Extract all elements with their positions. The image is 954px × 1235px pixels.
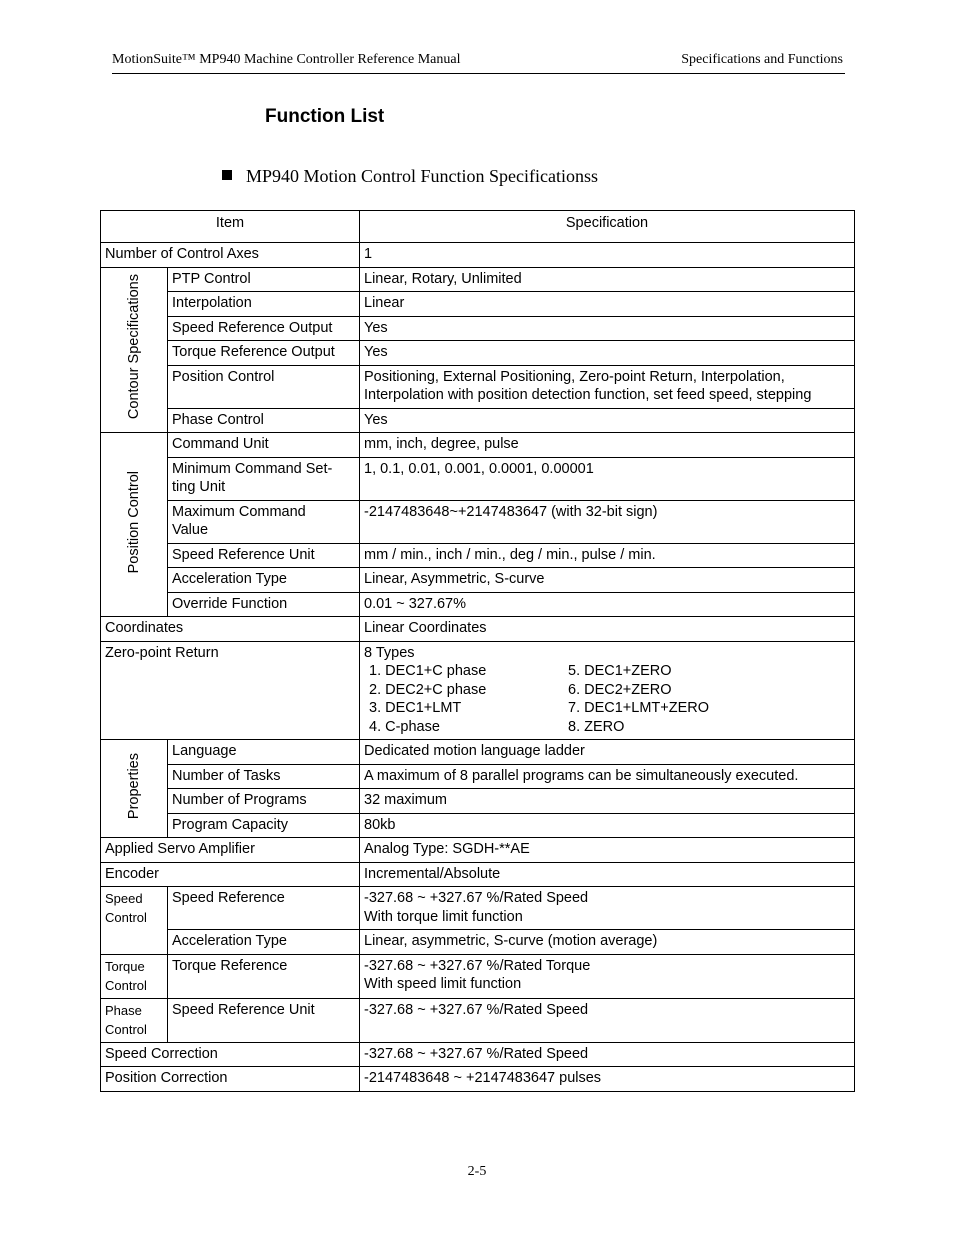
row-value: Yes [360, 316, 855, 341]
table-row [101, 365, 855, 408]
section-subtitle [222, 166, 598, 187]
table-row [101, 292, 855, 317]
group-label-speed-control [101, 887, 168, 955]
row-label: Zero-point Return [101, 641, 360, 740]
row-value: Yes [360, 341, 855, 366]
row-label: Speed Reference Unit [168, 543, 360, 568]
row-label: Torque Reference [168, 954, 360, 998]
table-header-row [101, 211, 855, 243]
group-label-text: Position Control [125, 470, 142, 573]
page-title: Function List [265, 106, 385, 127]
value-line: -327.68 ~ +327.67 %/Rated Torque [364, 957, 591, 974]
group-label-text: Contour Specifications [125, 274, 142, 420]
row-label: Acceleration Type [168, 930, 360, 955]
group-label-contour [101, 267, 168, 433]
group-label-torque-control [101, 954, 168, 998]
col-header-spec: Specification [360, 211, 855, 243]
row-value: Linear, Rotary, Unlimited [360, 267, 855, 292]
row-label: Encoder [101, 862, 360, 887]
row-value: mm, inch, degree, pulse [360, 433, 855, 458]
group-label-line: Speed [105, 891, 143, 906]
table-row [101, 592, 855, 617]
row-value: Linear, Asymmetric, S-curve [360, 568, 855, 593]
group-label-position [101, 433, 168, 617]
table-row [101, 617, 855, 642]
row-label: Speed Correction [101, 1042, 360, 1067]
row-value: Incremental/Absolute [360, 862, 855, 887]
zero-point-type: 8. ZERO [568, 718, 625, 735]
row-value [360, 365, 855, 408]
row-label [168, 457, 360, 500]
zero-point-heading: 8 Types [364, 644, 415, 661]
square-bullet-icon [222, 170, 232, 180]
row-label: Number of Tasks [168, 764, 360, 789]
subtitle-text: MP940 Motion Control Function Specificationss [246, 166, 599, 186]
row-value: 80kb [360, 813, 855, 838]
zero-point-type: 3. DEC1+LMT [369, 700, 462, 716]
group-label-text: Properties [125, 752, 142, 819]
table-row [101, 316, 855, 341]
row-value: -2147483648~+2147483647 (with 32-bit sign) [360, 500, 855, 543]
value-line: With speed limit function [364, 976, 522, 992]
zero-point-type: 2. DEC2+C phase [369, 681, 487, 698]
row-value: Dedicated motion language ladder [360, 740, 855, 765]
row-label: Number of Programs [168, 789, 360, 814]
table-row [101, 243, 855, 268]
group-label-line: Torque [105, 958, 145, 974]
row-label: Interpolation [168, 292, 360, 317]
row-value: 1 [360, 243, 855, 268]
table-row [101, 568, 855, 593]
col-header-item: Item [101, 211, 360, 243]
value-line: Interpolation with position detection function, set feed speed, stepping [364, 387, 812, 403]
label-line: ting Unit [172, 479, 226, 495]
table-row [101, 813, 855, 838]
group-label-line: Phase [105, 1002, 142, 1018]
row-value: 0.01 ~ 327.67% [360, 592, 855, 617]
group-label-line: Control [105, 910, 147, 925]
row-label: Speed Reference [168, 887, 360, 930]
row-value: Linear [360, 292, 855, 317]
table-row [101, 1042, 855, 1067]
page-number: 2-5 [467, 1164, 487, 1179]
table-row [101, 341, 855, 366]
row-value: Linear, asymmetric, S-curve (motion average) [360, 930, 855, 955]
zero-point-type: 5. DEC1+ZERO [568, 663, 672, 679]
row-label: Position Control [168, 365, 360, 408]
header-manual-title: MotionSuite™ MP940 Machine Controller Reference Manual [112, 52, 461, 67]
row-value [360, 954, 855, 998]
table-row [101, 789, 855, 814]
group-label-properties [101, 740, 168, 838]
table-row [101, 954, 855, 998]
row-label: Override Function [168, 592, 360, 617]
zero-point-type: 7. DEC1+LMT+ZERO [568, 700, 710, 716]
row-label: Torque Reference Output [168, 341, 360, 366]
row-label: Speed Reference Unit [168, 998, 360, 1042]
value-line: -327.68 ~ +327.67 %/Rated Speed [364, 890, 589, 906]
value-line: Positioning, External Positioning, Zero-point Return, Interpolation, [364, 368, 785, 385]
row-value: Linear Coordinates [360, 617, 855, 642]
group-label-line: Control [105, 977, 147, 993]
row-value: -327.68 ~ +327.67 %/Rated Speed [360, 998, 855, 1042]
table-row [101, 838, 855, 863]
row-value [360, 641, 855, 740]
table-row [101, 408, 855, 433]
header-section-title: Specifications and Functions [681, 52, 843, 67]
row-label: Acceleration Type [168, 568, 360, 593]
table-row [101, 998, 855, 1042]
row-value: 1, 0.1, 0.01, 0.001, 0.0001, 0.00001 [360, 457, 855, 500]
table-row [101, 740, 855, 765]
table-row [101, 433, 855, 458]
table-row [101, 764, 855, 789]
label-line: Value [172, 522, 209, 538]
table-row [101, 457, 855, 500]
row-value: Yes [360, 408, 855, 433]
row-label: Speed Reference Output [168, 316, 360, 341]
page-header [112, 52, 845, 74]
label-line: Maximum Command [172, 503, 306, 520]
label-line: Minimum Command Set- [172, 460, 333, 477]
table-row [101, 1067, 855, 1092]
row-label: Applied Servo Amplifier [101, 838, 360, 863]
row-value: Analog Type: SGDH-**AE [360, 838, 855, 863]
table-row [101, 641, 855, 740]
table-row [101, 267, 855, 292]
zero-point-types [364, 662, 850, 736]
table-row [101, 887, 855, 930]
row-value: -327.68 ~ +327.67 %/Rated Speed [360, 1042, 855, 1067]
row-label: Language [168, 740, 360, 765]
row-label: Command Unit [168, 433, 360, 458]
group-label-line: Control [105, 1021, 147, 1037]
row-label [168, 500, 360, 543]
zero-point-type: 6. DEC2+ZERO [568, 681, 672, 698]
row-label: Phase Control [168, 408, 360, 433]
table-row [101, 543, 855, 568]
table-row [101, 930, 855, 955]
row-label: Program Capacity [168, 813, 360, 838]
row-label: Coordinates [101, 617, 360, 642]
zero-point-type: 4. C-phase [369, 718, 440, 735]
row-label: Number of Control Axes [101, 243, 360, 268]
row-value: 32 maximum [360, 789, 855, 814]
row-value: A maximum of 8 parallel programs can be simultaneously executed. [360, 764, 855, 789]
row-label: PTP Control [168, 267, 360, 292]
group-label-phase-control [101, 998, 168, 1042]
table-row [101, 500, 855, 543]
row-label: Position Correction [101, 1067, 360, 1092]
row-value: -2147483648 ~ +2147483647 pulses [360, 1067, 855, 1092]
spec-table [100, 210, 855, 1092]
row-value: mm / min., inch / min., deg / min., pulse / min. [360, 543, 855, 568]
zero-point-type: 1. DEC1+C phase [369, 663, 487, 679]
value-line: With torque limit function [364, 908, 523, 925]
row-value [360, 887, 855, 930]
table-row [101, 862, 855, 887]
